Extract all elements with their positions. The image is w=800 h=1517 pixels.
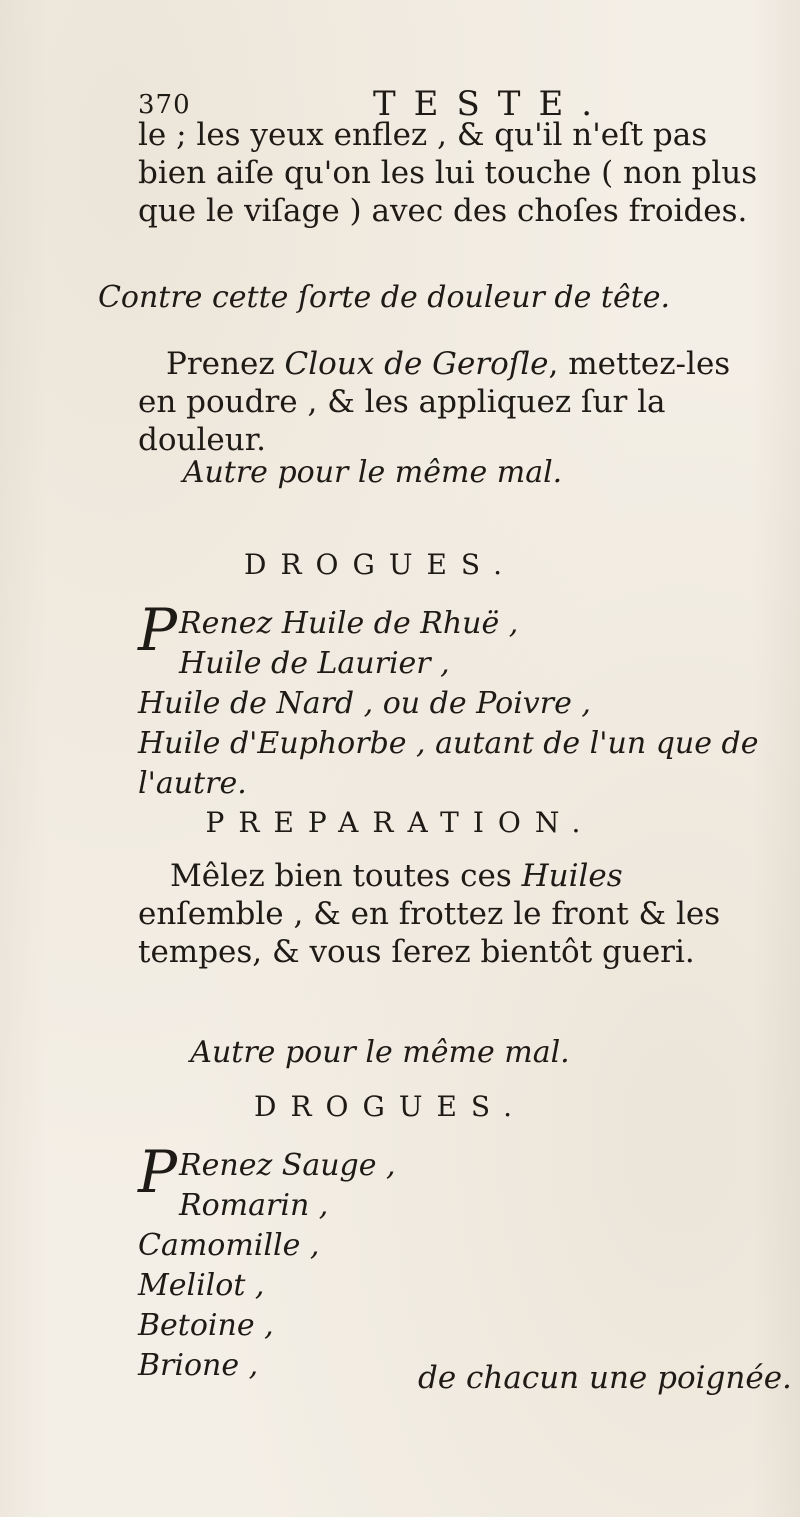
paragraph-prep-before: Mêlez bien toutes ces	[170, 858, 522, 894]
paragraph-cloux-italic: Cloux de Geroſle	[284, 346, 549, 382]
drogues-label-2: DROGUES.	[254, 1090, 526, 1123]
recipe-line: Huile de Nard , ou de Poivre ,	[138, 686, 591, 721]
recipe-line: Camomille ,	[138, 1228, 320, 1263]
paragraph-cloux	[138, 345, 778, 459]
recipe-list-2	[138, 1138, 778, 1386]
paragraph-top: le ; les yeux enflez , & qu'il n'eſt pas bien aiſe qu'on les lui touche ( non plus que le viſage ) avec des choſes froides.	[138, 117, 758, 229]
recipe-line: Betoine ,	[138, 1308, 274, 1343]
page-number: 370	[138, 90, 191, 120]
paragraph-cloux-after: , mettez-les en poudre , & les appliquez ſur la douleur.	[138, 346, 731, 458]
recipe-quantity-note: de chacun une poignée.	[418, 1360, 792, 1396]
recipe-line: Renez Sauge ,	[179, 1148, 396, 1183]
paragraph-cloux-before: Prenez	[166, 346, 285, 382]
recipe-line: Huile de Laurier ,	[179, 646, 450, 681]
dropcap: P	[138, 596, 178, 664]
running-title: TESTE.	[373, 84, 611, 124]
paragraph-preparation	[138, 857, 778, 971]
paragraph-prep-italic: Huiles	[521, 858, 623, 894]
heading-autre-1: Autre pour le même mal.	[182, 455, 563, 490]
dropcap: P	[138, 1138, 178, 1206]
recipe-line: Brione ,	[138, 1348, 259, 1383]
heading-autre-2: Autre pour le même mal.	[190, 1035, 570, 1070]
paragraph-prep-after: enſemble , & en frottez le front & les tempes, & vous ſerez bientôt gueri.	[138, 896, 721, 970]
heading-contre-cette-sorte: Contre cette ſorte de douleur de tête.	[97, 280, 671, 315]
recipe-line: Renez Huile de Rhuë ,	[179, 606, 519, 641]
recipe-line: Romarin ,	[179, 1188, 329, 1223]
recipe-list-1	[138, 596, 778, 804]
recipe-line: Melilot ,	[138, 1268, 265, 1303]
recipe-line: l'autre.	[138, 766, 247, 801]
recipe-line: Huile d'Euphorbe , autant de l'un que de	[138, 726, 759, 761]
preparation-label: PREPARATION.	[205, 806, 595, 839]
drogues-label: DROGUES.	[244, 548, 516, 581]
